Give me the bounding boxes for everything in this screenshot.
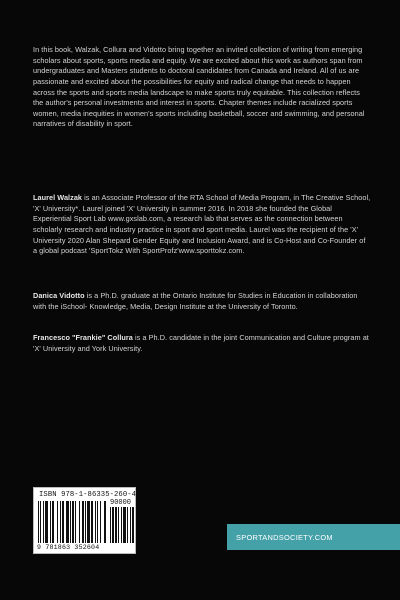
barcode-bar	[82, 501, 84, 543]
author-bio-collura	[33, 333, 371, 354]
ean-digits: 9 781863 352604	[37, 544, 100, 551]
barcode-bar	[97, 501, 98, 543]
barcode-bar	[75, 501, 76, 543]
barcode-bar	[110, 507, 111, 543]
barcode-bar	[115, 507, 117, 543]
barcode-bar	[118, 507, 119, 543]
barcode-bar	[104, 501, 106, 543]
website-banner	[227, 524, 400, 550]
author-bio-vidotto	[33, 291, 371, 312]
barcode-bar	[132, 507, 134, 543]
author-bio-text-walzak: is an Associate Professor of the RTA School of Media Program, in The Creative School, 'X' University*. Laurel joined 'X' University in summer 2016. In 2018 she founded the Global Experiential Sport Lab www.gxslab.com, a research lab that serves as the connection between scholarly research and industry practice in sport and sport media. Laurel was the recipient of the 'X' University 2020 Alan Shepard Gender Equity and Inclusion Award, and is Co-Host and Co-Founder of a global podcast 'SportTokz With SportProfz'www.sporttokz.com.	[33, 193, 371, 256]
barcode-bar	[38, 501, 39, 543]
author-bio-text-collura: is a Ph.D. candidate in the joint Communication and Culture program at 'X' University and York University.	[33, 333, 369, 353]
barcode-bar	[79, 501, 80, 543]
barcode-bar	[112, 507, 114, 543]
author-name-collura: Francesco "Frankie" Collura	[33, 333, 133, 343]
barcode-bar	[45, 501, 48, 543]
barcode-bar	[43, 501, 44, 543]
barcode-bar	[72, 501, 74, 543]
price-addon-digits: 90000	[110, 499, 132, 507]
addon-barcode-bars	[110, 507, 134, 543]
barcode-bar	[66, 501, 69, 543]
barcode-bar	[91, 501, 93, 543]
barcode-bar	[52, 501, 54, 543]
barcode-bar	[95, 501, 96, 543]
isbn-number: ISBN 978-1-86335-260-4	[39, 491, 137, 499]
barcode-bar	[100, 501, 101, 543]
ean-barcode-bars	[38, 501, 107, 543]
barcode-bar	[57, 501, 58, 543]
author-bio-text-vidotto: is a Ph.D. graduate at the Ontario Institute for Studies in Education in collaboration with the iSchool- Knowledge, Media, Design Institute at the University of Toronto.	[33, 291, 358, 311]
barcode-bar	[121, 507, 122, 543]
barcode-bar	[85, 501, 86, 543]
barcode-bar	[62, 501, 64, 543]
website-url: SPORTANDSOCIETY.COM	[236, 533, 333, 542]
author-name-walzak: Laurel Walzak	[33, 193, 83, 203]
barcode-bar	[40, 501, 41, 543]
isbn-barcode	[33, 487, 136, 554]
barcode-bar	[127, 507, 128, 543]
author-name-vidotto: Danica Vidotto	[33, 291, 85, 301]
author-bio-walzak	[33, 193, 371, 257]
barcode-bar	[87, 501, 90, 543]
barcode-bar	[70, 501, 71, 543]
barcode-bar	[60, 501, 61, 543]
barcode-bar	[123, 507, 126, 543]
barcode-bar	[50, 501, 51, 543]
barcode-bar	[130, 507, 131, 543]
book-description: In this book, Walzak, Collura and Vidotto bring together an invited collection of writing from emerging scholars about sports, sports media and equity. We are excited about this work as authors span from undergraduates and Masters students to doctoral candidates from Canada and Ireland. All of us are passionate and excited about the possibilities for equity and radical change that needs to happen across the sports and sports media landscape to make sports truly equitable. This collection reflects the author's personal investments and interest in sports. Chapter themes include racialized sports women, media inequities in women's sports including basketball, soccer and swimming, and personal narratives of disability in sport.	[33, 45, 365, 129]
